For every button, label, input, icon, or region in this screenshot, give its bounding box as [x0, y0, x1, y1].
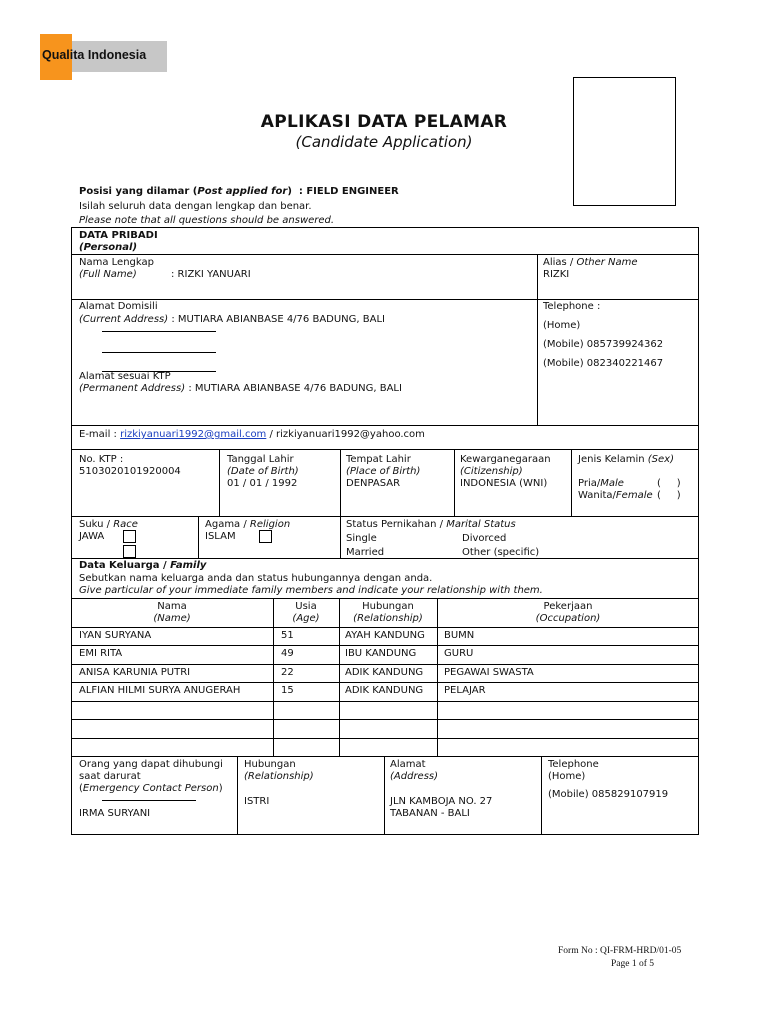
emergency-label-1: Orang yang dapat dihubungi — [79, 759, 223, 770]
home-phone-label: (Home) — [543, 320, 581, 331]
divider — [71, 738, 699, 739]
female-option[interactable]: Wanita/Female — [578, 490, 653, 501]
emergency-label-en: (Emergency Contact Person) — [79, 783, 223, 794]
race-checkbox[interactable] — [123, 530, 136, 543]
male-paren-box[interactable]: ( ) — [657, 478, 681, 489]
post-applied-line: Posisi yang dilamar (Post applied for) : FIELD ENGINEER — [79, 186, 399, 197]
family-age: 15 — [281, 685, 294, 696]
religion-checkbox[interactable] — [259, 530, 272, 543]
emergency-relationship-label: Hubungan — [244, 759, 296, 770]
divider — [71, 254, 699, 255]
page-number: Page 1 of 5 — [611, 959, 655, 969]
divider — [237, 756, 238, 834]
divider — [219, 449, 220, 516]
email-line: E-mail : rizkiyanuari1992@gmail.com / rizkiyanuari1992@yahoo.com — [79, 429, 425, 440]
family-relationship: AYAH KANDUNG — [345, 630, 425, 641]
marital-other[interactable]: Other (specific) — [462, 547, 540, 558]
family-header-relationship-en: (Relationship) — [353, 613, 423, 624]
marital-label: Status Pernikahan / Marital Status — [346, 519, 516, 530]
marital-divorced[interactable]: Divorced — [462, 533, 507, 544]
divider — [541, 756, 542, 834]
divider — [384, 756, 385, 834]
religion-value: ISLAM — [205, 531, 236, 542]
family-header-relationship: Hubungan — [362, 601, 414, 612]
company-logo: Qualita Indonesia — [42, 48, 147, 62]
email-link[interactable]: rizkiyanuari1992@gmail.com — [120, 429, 267, 440]
divider — [71, 645, 699, 646]
ktp-address-label: Alamat sesuai KTP — [79, 371, 171, 382]
family-occupation: GURU — [444, 648, 474, 659]
fullname-value: : RIZKI YANUARI — [171, 269, 251, 280]
blank-line — [102, 331, 216, 332]
emergency-address-line-2: TABANAN - BALI — [390, 808, 470, 819]
mobile-phone-2: (Mobile) 082340221467 — [543, 358, 664, 369]
family-name: ALFIAN HILMI SURYA ANUGERAH — [79, 685, 241, 696]
marital-married[interactable]: Married — [346, 547, 385, 558]
pob-value: DENPASAR — [346, 478, 401, 489]
family-name: IYAN SURYANA — [79, 630, 152, 641]
divider — [71, 425, 699, 426]
family-instruction-id: Sebutkan nama keluarga anda dan status hubungannya dengan anda. — [79, 573, 433, 584]
family-header-name-en: (Name) — [153, 613, 191, 624]
race-label: Suku / Race — [79, 519, 138, 530]
divider — [71, 516, 699, 517]
instruction-id: Isilah seluruh data dengan lengkap dan benar. — [79, 201, 312, 212]
emergency-relationship-label-en: (Relationship) — [244, 771, 314, 782]
divider — [198, 516, 199, 558]
address-line: (Current Address) : MUTIARA ABIANBASE 4/76 BADUNG, BALI — [79, 314, 385, 325]
family-header-occupation: Pekerjaan — [543, 601, 593, 612]
ktp-address-value: : MUTIARA ABIANBASE 4/76 BADUNG, BALI — [188, 383, 402, 394]
divider — [454, 449, 455, 516]
divider — [71, 449, 699, 450]
citizenship-value: INDONESIA (WNI) — [460, 478, 548, 489]
emergency-name: IRMA SURYANI — [79, 808, 151, 819]
blank-line — [102, 800, 196, 801]
family-header-age-en: (Age) — [292, 613, 320, 624]
divider — [71, 756, 699, 757]
divider — [571, 449, 572, 516]
race-checkbox[interactable] — [123, 545, 136, 558]
family-header-name: Nama — [157, 601, 187, 612]
alias-value: RIZKI — [543, 269, 570, 280]
marital-single[interactable]: Single — [346, 533, 377, 544]
post-applied-value: : FIELD ENGINEER — [298, 186, 399, 197]
divider — [71, 719, 699, 720]
emergency-home-label: (Home) — [548, 771, 586, 782]
address-value: : MUTIARA ABIANBASE 4/76 BADUNG, BALI — [171, 314, 385, 325]
pob-label-en: (Place of Birth) — [346, 466, 421, 477]
family-relationship: ADIK KANDUNG — [345, 685, 424, 696]
family-name: EMI RITA — [79, 648, 123, 659]
fullname-label-en: (Full Name) — [79, 269, 137, 280]
family-instruction-en: Give particular of your immediate family members and indicate your relationship with them. — [79, 585, 543, 596]
emergency-mobile: (Mobile) 085829107919 — [548, 789, 669, 800]
instruction-en: Please note that all questions should be answered. — [79, 215, 335, 226]
emergency-label-2: saat darurat — [79, 771, 141, 782]
ktp-value: 5103020101920004 — [79, 466, 181, 477]
family-age: 22 — [281, 667, 294, 678]
emergency-address-line-1: JLN KAMBOJA NO. 27 — [390, 796, 493, 807]
divider — [71, 627, 699, 628]
page-title: APLIKASI DATA PELAMAR — [260, 112, 508, 132]
female-paren-box[interactable]: ( ) — [657, 490, 681, 501]
divider — [340, 449, 341, 516]
divider — [71, 701, 699, 702]
family-occupation: PEGAWAI SWASTA — [444, 667, 534, 678]
family-header-occupation-en: (Occupation) — [535, 613, 601, 624]
family-occupation: PELAJAR — [444, 685, 486, 696]
address-label: Alamat Domisili — [79, 301, 158, 312]
ktp-label: No. KTP : — [79, 454, 124, 465]
divider — [71, 299, 699, 300]
divider — [71, 598, 699, 599]
ktp-address-line: (Permanent Address) : MUTIARA ABIANBASE 4/76 BADUNG, BALI — [79, 383, 402, 394]
blank-line — [102, 352, 216, 353]
section-title-family: Data Keluarga / Family — [79, 560, 207, 571]
dob-value: 01 / 01 / 1992 — [227, 478, 298, 489]
telephone-label: Telephone : — [543, 301, 601, 312]
fullname-label: Nama Lengkap — [79, 257, 154, 268]
family-occupation: BUMN — [444, 630, 475, 641]
section-title-personal-en: (Personal) — [79, 242, 138, 253]
dob-label-en: (Date of Birth) — [227, 466, 299, 477]
sex-label: Jenis Kelamin (Sex) — [578, 454, 674, 465]
mobile-phone-1: (Mobile) 085739924362 — [543, 339, 664, 350]
pob-label: Tempat Lahir — [346, 454, 411, 465]
family-header-age: Usia — [295, 601, 317, 612]
citizenship-label-en: (Citizenship) — [460, 466, 523, 477]
emergency-address-label: Alamat — [390, 759, 426, 770]
page-subtitle: (Candidate Application) — [295, 133, 473, 151]
divider — [71, 558, 699, 559]
family-relationship: IBU KANDUNG — [345, 648, 417, 659]
divider — [71, 682, 699, 683]
dob-label: Tanggal Lahir — [227, 454, 294, 465]
emergency-telephone-label: Telephone — [548, 759, 599, 770]
family-age: 49 — [281, 648, 294, 659]
male-option[interactable]: Pria/Male — [578, 478, 624, 489]
family-age: 51 — [281, 630, 294, 641]
alias-label: Alias / Other Name — [543, 257, 638, 268]
family-name: ANISA KARUNIA PUTRI — [79, 667, 191, 678]
section-title-personal: DATA PRIBADI — [79, 230, 158, 241]
religion-label: Agama / Religion — [205, 519, 291, 530]
divider — [537, 254, 538, 425]
race-value: JAWA — [79, 531, 105, 542]
emergency-relationship-value: ISTRI — [244, 796, 270, 807]
emergency-address-label-en: (Address) — [390, 771, 439, 782]
divider — [340, 516, 341, 558]
divider — [71, 664, 699, 665]
form-number: Form No : QI-FRM-HRD/01-05 — [558, 946, 682, 956]
citizenship-label: Kewarganegaraan — [460, 454, 551, 465]
family-relationship: ADIK KANDUNG — [345, 667, 424, 678]
